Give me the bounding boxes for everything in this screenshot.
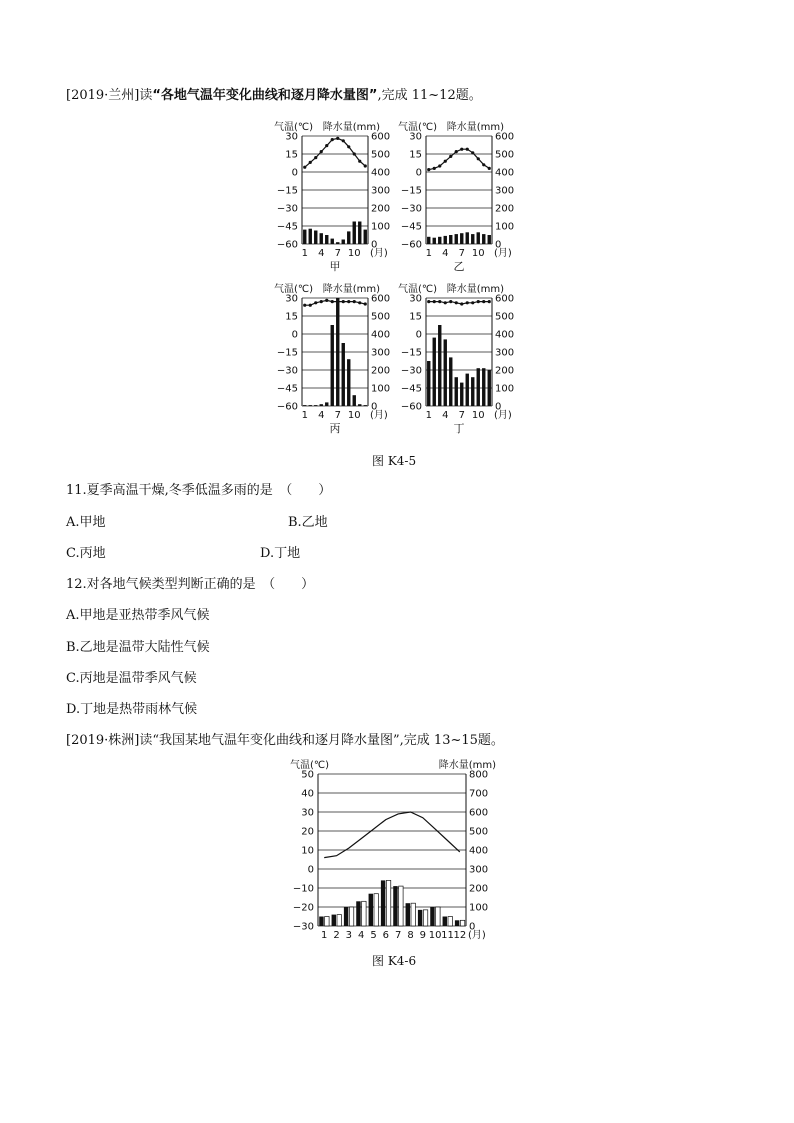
- chart-乙: [398, 120, 514, 273]
- temperature-point: [314, 156, 317, 159]
- temp-tick-label: 15: [409, 311, 422, 323]
- chart-我国某地: [290, 758, 496, 941]
- precip-bar: [482, 368, 485, 406]
- precip-tick-label: 100: [371, 221, 391, 233]
- temperature-point: [347, 145, 350, 148]
- month-tick-label: 12: [453, 930, 467, 941]
- precip-tick-label: 300: [495, 347, 515, 359]
- temperature-point: [482, 300, 485, 303]
- temperature-point: [444, 301, 447, 304]
- precip-tick-label: 400: [371, 167, 391, 179]
- precip-bar: [344, 907, 348, 926]
- temperature-point: [466, 301, 469, 304]
- precip-bar: [460, 383, 463, 406]
- figure-k4-6: [0, 752, 794, 952]
- temperature-point: [336, 300, 339, 303]
- month-tick-label: 10: [347, 410, 361, 421]
- temp-tick-label: 0: [291, 167, 298, 179]
- temp-tick-label: −30: [400, 365, 422, 377]
- precip-tick-label: 200: [469, 883, 489, 895]
- temperature-curve: [305, 300, 366, 305]
- question-11-option-b[interactable]: B.乙地: [288, 515, 328, 530]
- precip-bar: [336, 298, 339, 406]
- temperature-point: [358, 301, 361, 304]
- precip-bar: [471, 234, 474, 244]
- precip-tick-label: 200: [495, 365, 515, 377]
- temperature-point: [320, 150, 323, 153]
- month-unit-label: (月): [370, 248, 388, 259]
- intro-lanzhou-suffix: ,完成 11~12题。: [377, 88, 482, 103]
- month-tick-label: 10: [471, 410, 485, 421]
- temp-tick-label: −30: [400, 203, 422, 215]
- precip-bar: [364, 405, 367, 406]
- precip-bar: [449, 235, 452, 244]
- month-tick-label: 1: [320, 930, 328, 941]
- temp-tick-label: −45: [400, 383, 422, 395]
- temperature-point: [433, 167, 436, 170]
- precip-bar-outline: [349, 907, 353, 926]
- precip-tick-label: 100: [371, 383, 391, 395]
- temperature-point: [449, 155, 452, 158]
- precip-axis-title: 降水量(mm): [446, 122, 504, 133]
- month-unit-label: (月): [370, 410, 388, 421]
- temperature-point: [325, 144, 328, 147]
- precip-bar: [309, 229, 312, 244]
- chart-name-label: 丙: [329, 422, 341, 435]
- precip-bar: [353, 222, 356, 245]
- temp-tick-label: 30: [301, 807, 314, 819]
- temp-axis-title: 气温(℃): [398, 284, 438, 295]
- temperature-point: [336, 137, 339, 140]
- temperature-point: [347, 300, 350, 303]
- precip-bar: [477, 368, 480, 406]
- precip-bar: [430, 907, 434, 926]
- temperature-point: [331, 300, 334, 303]
- precip-bar: [320, 233, 323, 244]
- intro-lanzhou-prefix: [2019·兰州]读: [66, 88, 153, 103]
- temp-tick-label: −15: [400, 185, 422, 197]
- temperature-point: [477, 300, 480, 303]
- temp-tick-label: 0: [307, 864, 314, 876]
- temp-tick-label: 15: [285, 311, 298, 323]
- precip-tick-label: 700: [469, 788, 489, 800]
- month-tick-label: 1: [425, 248, 432, 259]
- chart-name-label: 丁: [453, 422, 465, 435]
- temperature-point: [488, 300, 491, 303]
- precip-bar: [438, 325, 441, 406]
- month-tick-label: 7: [458, 410, 465, 421]
- precip-bar: [353, 395, 356, 406]
- precip-bar-outline: [325, 917, 329, 927]
- temp-tick-label: −15: [276, 347, 298, 359]
- temp-tick-label: −60: [276, 401, 298, 413]
- precip-tick-label: 600: [495, 293, 515, 305]
- chart-丙: [274, 282, 390, 435]
- temperature-point: [460, 148, 463, 151]
- month-tick-label: 5: [370, 930, 377, 941]
- temperature-point: [325, 299, 328, 302]
- temperature-point: [488, 167, 491, 170]
- temperature-point: [303, 304, 306, 307]
- precip-bar: [356, 901, 360, 926]
- precip-tick-label: 800: [469, 769, 489, 781]
- precip-bar-outline: [423, 910, 427, 926]
- precip-bar: [331, 325, 334, 406]
- month-tick-label: 1: [425, 410, 432, 421]
- temperature-point: [471, 301, 474, 304]
- month-tick-label: 1: [301, 248, 308, 259]
- precip-bar: [438, 237, 441, 244]
- question-12-option-d[interactable]: D.丁地是热带雨林气候: [66, 702, 198, 717]
- precip-tick-label: 0: [469, 921, 476, 933]
- precip-bar-outline: [399, 886, 403, 926]
- precip-bar: [342, 240, 345, 245]
- precip-bar-outline: [374, 894, 378, 926]
- precip-bar: [325, 402, 328, 406]
- temp-tick-label: 30: [285, 131, 298, 143]
- precip-tick-label: 100: [469, 902, 489, 914]
- intro-zhuzhou: [2019·株洲]读“我国某地气温年变化曲线和逐月降水量图”,完成 13~15题。: [66, 733, 504, 748]
- temp-axis-title: 气温(℃): [274, 122, 314, 133]
- temp-tick-label: 15: [285, 149, 298, 161]
- precip-tick-label: 600: [371, 131, 391, 143]
- temperature-point: [342, 300, 345, 303]
- precip-bar-outline: [362, 901, 366, 926]
- temperature-point: [471, 151, 474, 154]
- temp-tick-label: −60: [276, 239, 298, 251]
- month-tick-label: 7: [394, 930, 402, 941]
- month-tick-label: 8: [407, 930, 414, 941]
- temperature-point: [444, 160, 447, 163]
- precip-bar: [455, 920, 459, 926]
- temperature-point: [466, 148, 469, 151]
- precip-bar: [336, 242, 339, 244]
- precip-bar: [427, 237, 430, 244]
- precip-bar: [488, 370, 491, 406]
- question-12-option-c[interactable]: C.丙地是温带季风气候: [66, 671, 197, 686]
- precip-bar: [482, 234, 485, 244]
- temperature-point: [477, 157, 480, 160]
- precip-bar: [314, 405, 317, 406]
- temperature-curve: [429, 302, 490, 304]
- precip-tick-label: 600: [371, 293, 391, 305]
- precip-bar: [444, 236, 447, 244]
- precip-tick-label: 300: [371, 185, 391, 197]
- question-11-option-c[interactable]: C.丙地: [66, 546, 106, 561]
- temp-tick-label: −30: [292, 921, 314, 933]
- question-11-option-a[interactable]: A.甲地: [66, 515, 106, 530]
- precip-bar: [303, 230, 306, 244]
- temperature-curve: [305, 138, 366, 167]
- precip-bar: [471, 377, 474, 406]
- month-tick-label: 1: [301, 410, 308, 421]
- temp-tick-label: −45: [400, 221, 422, 233]
- question-12-stem: 12.对各地气候类型判断正确的是 （ ）: [66, 577, 315, 592]
- precip-tick-label: 0: [495, 239, 502, 251]
- temp-tick-label: −60: [400, 401, 422, 413]
- temp-tick-label: 0: [415, 329, 422, 341]
- question-11-stem: 11.夏季高温干燥,冬季低温多雨的是 （ ）: [66, 483, 332, 498]
- figure-k4-6-caption: 图 K4-6: [372, 954, 417, 968]
- question-11-option-d[interactable]: D.丁地: [260, 546, 301, 561]
- temp-tick-label: −60: [400, 239, 422, 251]
- chart-name-label: 甲: [329, 260, 341, 273]
- precip-bar-outline: [448, 917, 452, 927]
- temp-tick-label: 15: [409, 149, 422, 161]
- temperature-curve: [429, 149, 490, 169]
- precip-bar: [460, 233, 463, 244]
- figure-k4-5-caption: 图 K4-5: [372, 454, 417, 468]
- temperature-point: [353, 300, 356, 303]
- temp-tick-label: −10: [292, 883, 314, 895]
- precip-tick-label: 100: [495, 383, 515, 395]
- temp-tick-label: 20: [301, 826, 314, 838]
- precip-tick-label: 200: [495, 203, 515, 215]
- precip-bar: [347, 359, 350, 406]
- temp-tick-label: −30: [276, 365, 298, 377]
- precip-tick-label: 500: [469, 826, 489, 838]
- precip-tick-label: 100: [495, 221, 515, 233]
- question-12-option-b[interactable]: B.乙地是温带大陆性气候: [66, 640, 210, 655]
- precip-bar: [449, 357, 452, 406]
- precip-bar: [466, 374, 469, 406]
- temp-axis-title: 气温(℃): [398, 122, 438, 133]
- precip-bar: [427, 361, 430, 406]
- month-tick-label: 4: [442, 410, 449, 421]
- precip-bar-outline: [386, 880, 390, 926]
- temperature-point: [460, 302, 463, 305]
- precip-bar: [381, 880, 385, 926]
- temp-axis-title: 气温(℃): [290, 760, 330, 771]
- precip-bar: [393, 886, 397, 926]
- temperature-point: [309, 161, 312, 164]
- precip-tick-label: 0: [371, 401, 378, 413]
- precip-bar: [332, 915, 336, 926]
- temperature-point: [438, 300, 441, 303]
- temperature-point: [314, 301, 317, 304]
- precip-bar-outline: [411, 903, 415, 926]
- precip-tick-label: 300: [371, 347, 391, 359]
- precip-tick-label: 500: [495, 149, 515, 161]
- precip-bar: [331, 239, 334, 244]
- precip-bar: [455, 377, 458, 406]
- precip-bar: [418, 910, 422, 926]
- precip-bar: [477, 232, 480, 244]
- temp-tick-label: 30: [409, 293, 422, 305]
- month-tick-label: 6: [382, 930, 390, 941]
- temp-tick-label: 50: [301, 769, 314, 781]
- precip-bar: [433, 338, 436, 406]
- temp-tick-label: 0: [415, 167, 422, 179]
- temperature-point: [353, 152, 356, 155]
- temperature-point: [482, 163, 485, 166]
- precip-bar: [443, 917, 447, 927]
- temp-tick-label: −15: [400, 347, 422, 359]
- temperature-point: [455, 150, 458, 153]
- month-unit-label: (月): [494, 410, 512, 421]
- temp-tick-label: 40: [301, 788, 314, 800]
- precip-bar: [406, 903, 410, 926]
- temperature-point: [320, 300, 323, 303]
- temp-tick-label: −20: [292, 902, 314, 914]
- precip-bar: [347, 231, 350, 244]
- month-tick-label: 4: [318, 410, 325, 421]
- temp-tick-label: 30: [409, 131, 422, 143]
- precip-bar: [358, 404, 361, 406]
- precip-tick-label: 300: [469, 864, 489, 876]
- month-tick-label: 7: [458, 248, 465, 259]
- month-tick-label: 4: [442, 248, 449, 259]
- month-tick-label: 4: [318, 248, 325, 259]
- precip-axis-title: 降水量(mm): [438, 760, 496, 771]
- temperature-point: [364, 302, 367, 305]
- precip-tick-label: 500: [371, 311, 391, 323]
- precip-bar-outline: [436, 907, 440, 926]
- temperature-point: [331, 138, 334, 141]
- question-12-option-a[interactable]: A.甲地是亚热带季风气候: [66, 608, 210, 623]
- temperature-point: [427, 300, 430, 303]
- precip-bar: [466, 232, 469, 244]
- precip-tick-label: 400: [495, 167, 515, 179]
- precip-bar: [309, 405, 312, 406]
- temp-tick-label: −30: [276, 203, 298, 215]
- precip-bar: [325, 235, 328, 244]
- precip-axis-title: 降水量(mm): [322, 284, 380, 295]
- month-tick-label: 2: [333, 930, 340, 941]
- temp-tick-label: −45: [276, 383, 298, 395]
- temperature-curve: [324, 812, 460, 858]
- intro-lanzhou-bold: “各地气温年变化曲线和逐月降水量图”: [152, 88, 378, 103]
- chart-name-label: 乙: [453, 260, 465, 273]
- month-tick-label: 10: [471, 248, 485, 259]
- month-tick-label: 4: [357, 930, 365, 941]
- precip-bar: [342, 343, 345, 406]
- precip-axis-title: 降水量(mm): [322, 122, 380, 133]
- temp-tick-label: 0: [291, 329, 298, 341]
- temperature-point: [303, 166, 306, 169]
- precip-bar: [358, 222, 361, 245]
- precip-bar: [444, 339, 447, 406]
- precip-tick-label: 0: [371, 239, 378, 251]
- month-unit-label: (月): [468, 930, 486, 941]
- temperature-point: [358, 160, 361, 163]
- precip-bar: [488, 235, 491, 244]
- temperature-point: [309, 304, 312, 307]
- precip-tick-label: 200: [371, 203, 391, 215]
- temp-tick-label: 10: [301, 845, 314, 857]
- temp-axis-title: 气温(℃): [274, 284, 314, 295]
- precip-tick-label: 500: [371, 149, 391, 161]
- precip-bar-outline: [460, 920, 464, 926]
- precip-bar: [433, 238, 436, 244]
- precip-tick-label: 200: [371, 365, 391, 377]
- precip-tick-label: 600: [469, 807, 489, 819]
- month-tick-label: 7: [334, 248, 341, 259]
- precip-bar: [319, 917, 323, 927]
- precip-bar: [320, 404, 323, 406]
- temperature-point: [364, 164, 367, 167]
- precip-bar: [455, 234, 458, 244]
- temperature-point: [427, 168, 430, 171]
- month-tick-label: 10: [428, 930, 442, 941]
- temperature-point: [449, 300, 452, 303]
- precip-bar: [369, 894, 373, 926]
- month-tick-label: 9: [419, 930, 427, 941]
- intro-lanzhou: [66, 88, 482, 104]
- precip-bar: [364, 230, 367, 244]
- temperature-point: [455, 301, 458, 304]
- month-tick-label: 7: [334, 410, 341, 421]
- month-tick-label: 11: [441, 930, 454, 941]
- temp-tick-label: 30: [285, 293, 298, 305]
- chart-甲: [274, 120, 390, 273]
- temp-tick-label: −45: [276, 221, 298, 233]
- precip-bar: [314, 231, 317, 245]
- temp-tick-label: −15: [276, 185, 298, 197]
- precip-bar-outline: [337, 915, 341, 926]
- month-tick-label: 3: [345, 930, 353, 941]
- precip-tick-label: 400: [495, 329, 515, 341]
- precip-tick-label: 300: [495, 185, 515, 197]
- temperature-point: [438, 164, 441, 167]
- precip-tick-label: 400: [371, 329, 391, 341]
- precip-tick-label: 400: [469, 845, 489, 857]
- precip-bar: [303, 405, 306, 406]
- month-unit-label: (月): [494, 248, 512, 259]
- precip-tick-label: 0: [495, 401, 502, 413]
- temperature-point: [342, 139, 345, 142]
- precip-tick-label: 500: [495, 311, 515, 323]
- precip-axis-title: 降水量(mm): [446, 284, 504, 295]
- precip-tick-label: 600: [495, 131, 515, 143]
- temperature-point: [433, 300, 436, 303]
- chart-丁: [398, 282, 514, 435]
- month-tick-label: 10: [347, 248, 361, 259]
